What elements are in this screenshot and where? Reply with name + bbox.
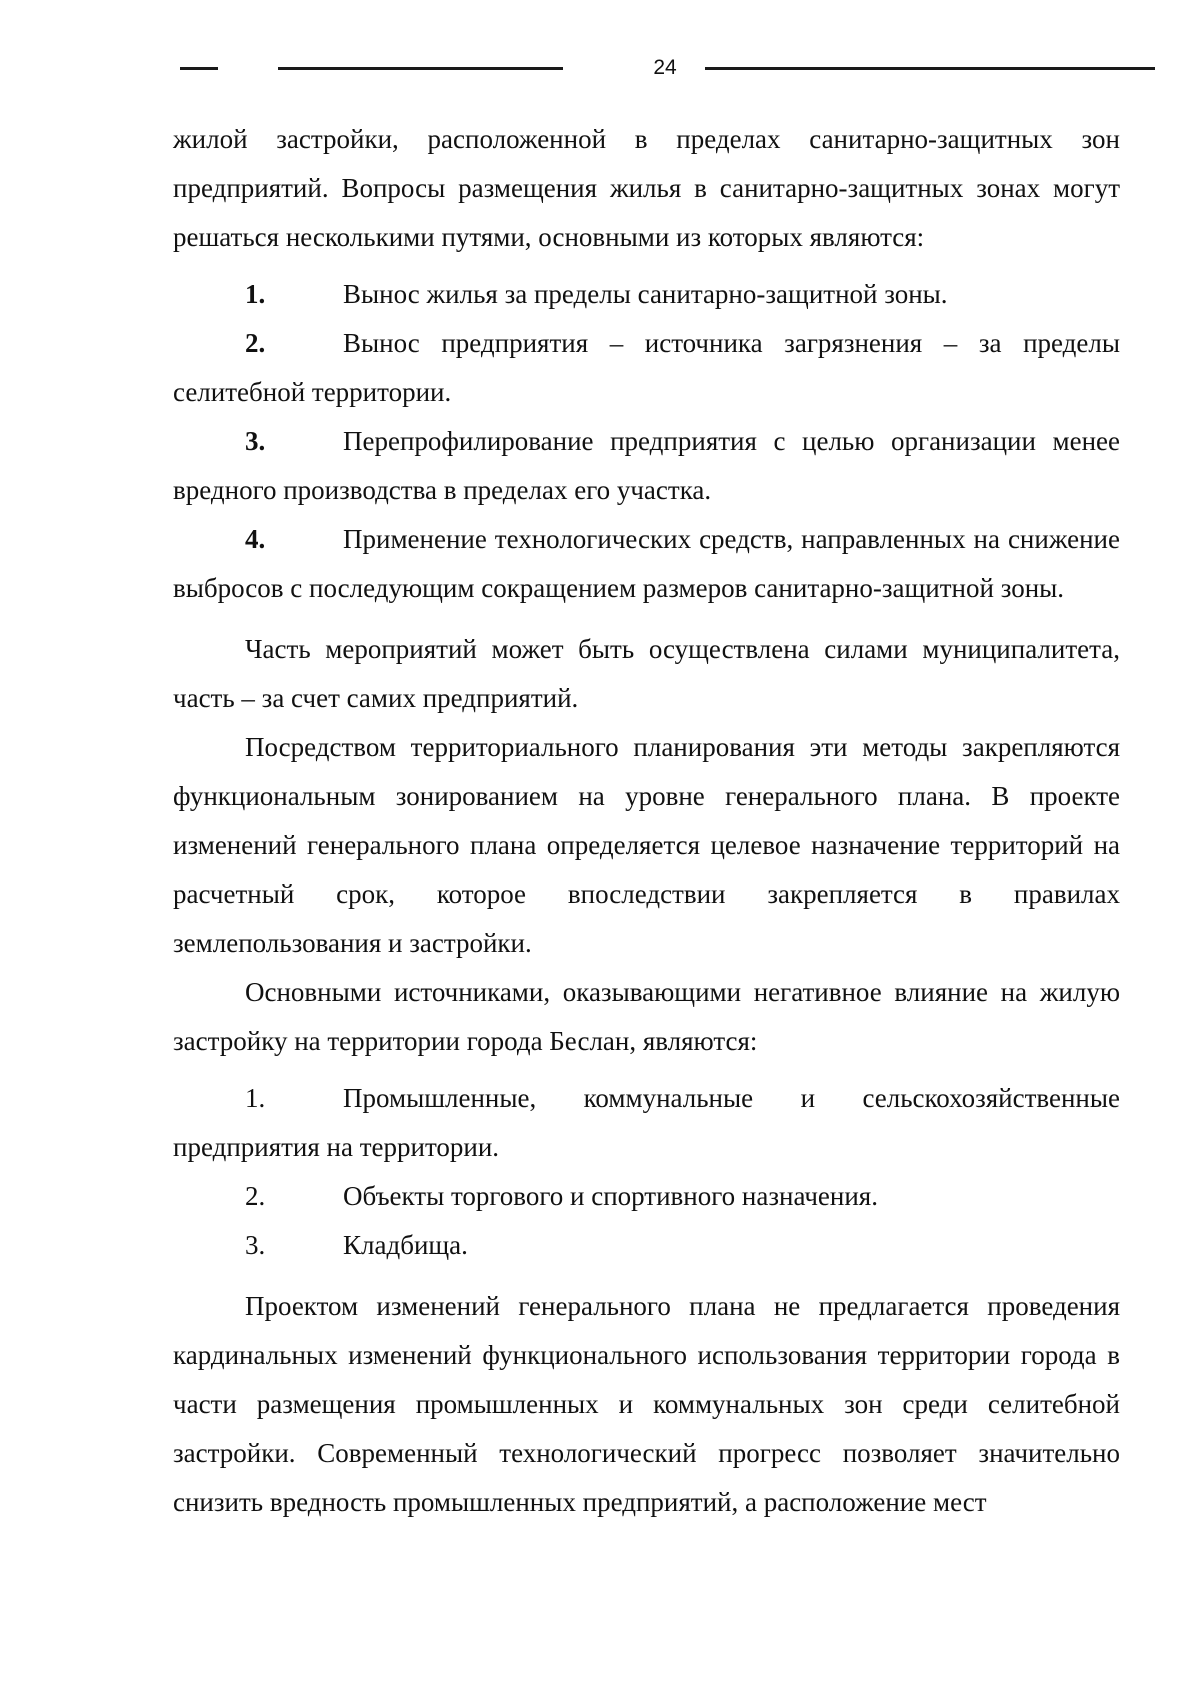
list-item-number: 3. (245, 426, 266, 456)
list-item-text: Вынос предприятия – источника загрязнения – за пределы селитебной территории. (173, 328, 1120, 407)
list-item-text: Вынос жилья за пределы санитарно-защитной зоны. (343, 279, 948, 309)
header-rule-left-long (278, 67, 563, 70)
paragraph-municipality: Часть мероприятий может быть осуществлена силами муниципалитета, часть – за счет самих предприятий. (173, 634, 1120, 713)
list-item-number: 1. (245, 1083, 266, 1113)
paragraph-conclusion: Проектом изменений генерального плана не предлагается проведения кардинальных изменений функционального использования территории города в части размещения промышленных и коммунальных зон среди селитебной застройки. Современный технологический прогресс позволяет значительно снизить вредность промышленных предприятий, а расположение мест (173, 1291, 1120, 1517)
list-item-number: 4. (245, 524, 266, 554)
list-item-text: Объекты торгового и спортивного назначения. (343, 1181, 878, 1211)
list-item (173, 270, 1120, 319)
paragraph-sources-intro: Основными источниками, оказывающими негативное влияние на жилую застройку на территории города Беслан, являются: (173, 977, 1120, 1056)
list-item-text: Применение технологических средств, направленных на снижение выбросов с последующим сокращением размеров санитарно-защитной зоны. (173, 524, 1120, 603)
list-item-number: 3. (245, 1230, 266, 1260)
measures-list (173, 270, 1120, 613)
list-item-text: Перепрофилирование предприятия с целью организации менее вредного производства в пределах его участка. (173, 426, 1120, 505)
list-item-number: 2. (245, 328, 266, 358)
paragraph-intro: жилой застройки, расположенной в пределах санитарно-защитных зон предприятий. Вопросы размещения жилья в санитарно-защитных зонах могут решаться несколькими путями, основными из которых являются: (173, 124, 1120, 252)
list-item (173, 417, 1120, 515)
list-item-number: 1. (245, 279, 266, 309)
list-item-number: 2. (245, 1181, 266, 1211)
list-item (173, 1074, 1120, 1172)
list-item-text: Промышленные, коммунальные и сельскохозяйственные предприятия на территории. (173, 1083, 1120, 1162)
paragraph-planning: Посредством территориального планирования эти методы закрепляются функциональным зонированием на уровне генерального плана. В проекте изменений генерального плана определяется целевое назначение территорий на расчетный срок, которое впоследствии закрепляется в правилах землепользования и застройки. (173, 732, 1120, 958)
sources-list (173, 1074, 1120, 1270)
list-item (173, 319, 1120, 417)
document-body (173, 115, 1120, 1527)
page-number: 24 (653, 56, 677, 79)
list-item (173, 1172, 1120, 1221)
list-item (173, 1221, 1120, 1270)
list-item (173, 515, 1120, 613)
header-rule-right (705, 67, 1155, 70)
header-rule-left-short (180, 67, 218, 70)
list-item-text: Кладбища. (343, 1230, 468, 1260)
